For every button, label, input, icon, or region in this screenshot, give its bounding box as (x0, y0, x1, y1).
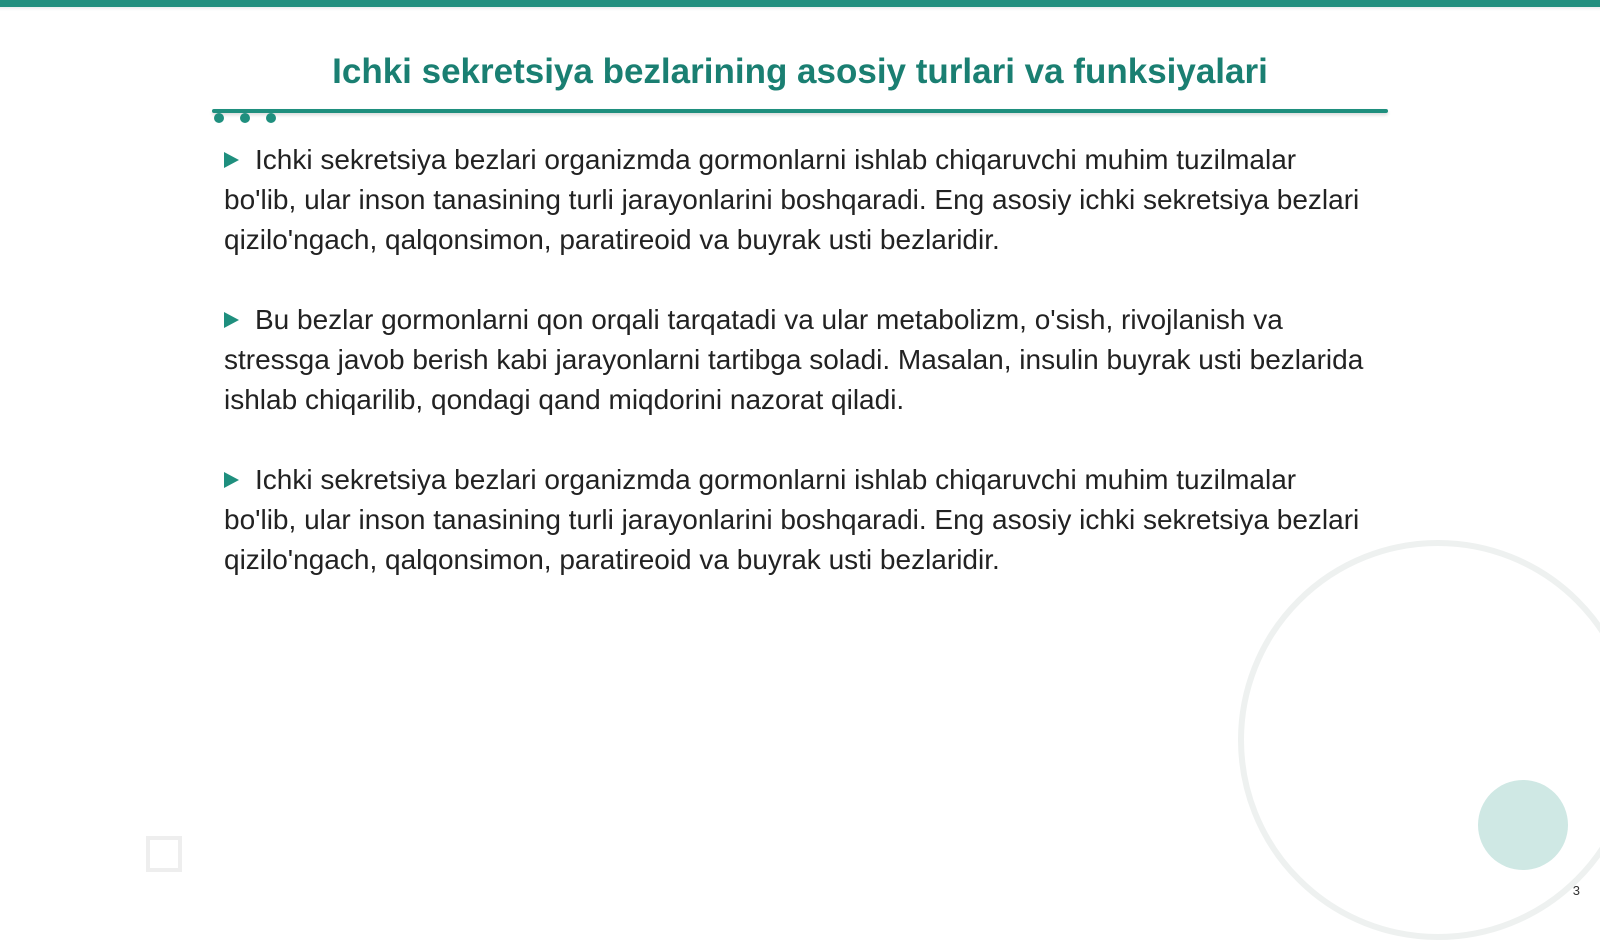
triangle-right-icon (224, 312, 239, 328)
decorative-dot (214, 113, 224, 123)
title-underline (212, 109, 1388, 113)
decorative-ring (1238, 540, 1600, 940)
paragraph-text: Bu bezlar gormonlarni qon orqali tarqatadi va ular metabolizm, o'sish, rivojlanish va stressga javob berish kabi jarayonlarni tartibga soladi. Masalan, insulin buyrak usti bezlarida ishlab chiqarilib, qondagi qand miqdorini nazorat qiladi. (224, 304, 1364, 415)
top-accent-bar (0, 0, 1600, 7)
page-number: 3 (1572, 883, 1580, 898)
decorative-dot (266, 113, 276, 123)
bullet-paragraph (224, 140, 1374, 260)
triangle-right-icon (224, 152, 239, 168)
decorative-square (146, 836, 182, 872)
decorative-circle (1478, 780, 1568, 870)
paragraph-text: Ichki sekretsiya bezlari organizmda gormonlarni ishlab chiqaruvchi muhim tuzilmalar bo'lib, ular inson tanasining turli jarayonlarini boshqaradi. Eng asosiy ichki sekretsiya bezlari qizilo'ngach, qalqonsimon, paratireoid va buyrak usti bezlaridir. (224, 464, 1360, 575)
slide-body (224, 140, 1374, 580)
triangle-right-icon (224, 472, 239, 488)
bullet-paragraph (224, 300, 1374, 420)
paragraph-text: Ichki sekretsiya bezlari organizmda gormonlarni ishlab chiqaruvchi muhim tuzilmalar bo'lib, ular inson tanasining turli jarayonlarini boshqaradi. Eng asosiy ichki sekretsiya bezlari qizilo'ngach, qalqonsimon, paratireoid va buyrak usti bezlaridir. (224, 144, 1360, 255)
top-bar-shadow (0, 7, 1600, 11)
bullet-paragraph (224, 460, 1374, 580)
decorative-dot (240, 113, 250, 123)
slide-title: Ichki sekretsiya bezlarining asosiy turlari va funksiyalari (332, 52, 1268, 91)
